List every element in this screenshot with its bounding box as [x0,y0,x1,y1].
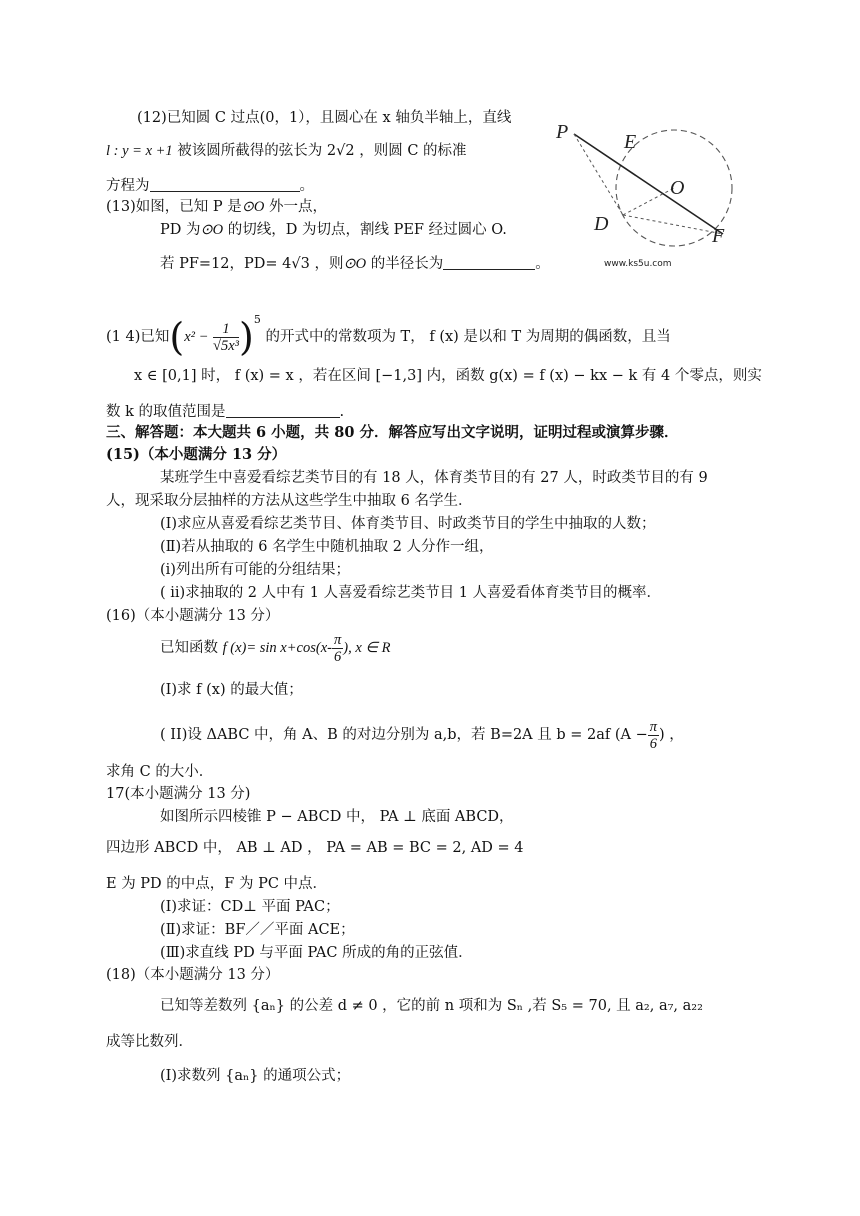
q14-answer-blank [226,403,340,418]
q16-ii-six: 6 [649,735,658,752]
tangent-pd [574,134,623,215]
q16-pi: π [333,631,342,648]
q18-part-i: (I)求数列 {aₙ} 的通项公式； [160,1068,351,1084]
radius-od [623,188,674,215]
q13-l2-c: 的切线，D 为切点，割线 PEF 经过圆心 O. [223,222,507,238]
q15-p2: 人，现采取分层抽样的方法从这些学生中抽取 6 名学生． [106,493,473,509]
q14-suffix: 的开式中的常数项为 T， f (x) 是以和 T 为周期的偶函数，且当 [260,329,671,345]
q12-line-equation: : y = x +1 [110,143,173,159]
section3-heading: 三、解答题：本大题共 6 小题，共 80 分．解答应写出文字说明，证明过程或演算步骤． [106,424,679,441]
q14-answer-prefix: 数 k 的取值范围是 [106,404,226,420]
q15-part-ii-i: (i)列出所有可能的分组结果； [160,562,350,578]
q15-p1: 某班学生中喜爱看综艺类节目的有 18 人，体育类节目的有 27 人，时政类节目的有 9 [160,470,708,486]
q17-p3: E 为 PD 的中点，F 为 PC 中点． [106,876,328,892]
circle-diagram [548,118,748,278]
q12-line2-text: 被该圆所截得的弦长为 2√2 ，则圆 C 的标准 [172,143,467,159]
q16-six: 6 [333,648,342,665]
label-d: D [594,213,609,235]
q13-line1 [106,197,327,217]
q12-line3 [106,176,314,196]
q15-title: (15)（本小题满分 13 分） [106,446,287,463]
q16-part-ii [160,715,684,755]
q18-p2: 成等比数列． [106,1034,193,1050]
q13-line2 [160,220,507,240]
q12-answer-prefix: 方程为 [106,178,150,194]
q12-line2 [106,141,467,161]
q18-p1: 已知等差数列 {aₙ} 的公差 d ≠ 0 ，它的前 n 项和为 Sₙ ,若 S₅ = 70, 且 a₂, a₇, a₂₂ [160,998,703,1014]
q17-p1: 如图所示四棱锥 P − ABCD 中， PA ⊥ 底面 ABCD， [160,809,514,825]
left-paren: ( [169,315,185,359]
q13-answer-blank [443,255,535,270]
q16-ii-a: ( II)设 ΔABC 中，角 A、B 的对边分别为 a,b，若 B=2A 且 b = 2af (A − [160,727,648,743]
q14-fraction [213,321,239,354]
q13-text-c: 外一点， [264,199,327,215]
label-f: F [712,225,725,247]
q13-text-a: (13)如图，已知 P 是 [106,199,242,215]
q17-part-ii: (Ⅱ)求证：BF／／平面 ACE； [160,922,355,938]
q17-part-i: (I)求证：CD⊥ 平面 PAC； [160,899,340,915]
q13-circle-symbol: ⊙O [241,199,265,215]
q16-ii-b: ) ， [659,727,684,743]
q16-ii-fraction [648,719,659,752]
q14-end-mark: . [339,404,345,420]
watermark-text: www.ks5u.com [604,259,672,269]
q12-line1: (12)已知圆 C 过点(0，1），且圆心在 x 轴负半轴上，直线 [137,110,512,126]
q13-l3-c: 的半径长为 [366,256,444,272]
q12-end-mark: 。 [299,178,314,194]
q13-l3-a: 若 PF=12，PD= 4√3 ，则 [160,256,344,272]
q16-fraction [332,632,343,665]
geometry-figure [548,118,748,278]
q14-line2: x ∈ [0,1] 时， f (x) = x ，若在区间 [−1,3] 内，函数 g(x) = f (x) − kx − k 有 4 个零点，则实 [134,368,762,384]
q14-x2: x² − [184,329,209,345]
q14-frac-den: √5x³ [213,337,240,354]
label-p: P [556,121,569,143]
q16-part-ii-end: 求角 C 的大小． [106,764,214,780]
q14-line1 [106,298,671,359]
q15-part-i: (I)求应从喜爱看综艺类节目、体育类节目、时政类节目的学生中抽取的人数； [160,516,656,532]
q12-line-symbol: l [106,143,111,159]
q15-part-ii-ii: ( ii)求抽取的 2 人中有 1 人喜爱看综艺类节目 1 人喜爱看体育类节目的概率． [160,585,662,601]
q16-title: (16)（本小题满分 13 分） [106,608,280,624]
q17-part-iii: (Ⅲ)求直线 PD 与平面 PAC 所成的角的正弦值． [160,945,473,961]
q16-given [160,628,391,668]
q14-frac-num: 1 [213,321,239,338]
q13-end-mark: 。 [535,256,550,272]
label-o: O [670,177,685,199]
q15-part-ii: (Ⅱ)若从抽取的 6 名学生中随机抽取 2 人分作一组， [160,539,494,555]
q16-given-a: 已知函数 [160,640,223,656]
right-paren: ) [239,315,254,359]
label-e: E [624,131,637,153]
q18-title: (18)（本小题满分 13 分） [106,967,280,983]
q14-line3 [106,402,344,422]
q17-p2: 四边形 ABCD 中， AB ⊥ AD ， PA = AB = BC = 2, AD = 4 [106,840,524,856]
q12-answer-blank [150,177,300,192]
q14-prefix: (1 4)已知 [106,329,170,345]
q13-l2-a: PD 为 [160,222,201,238]
q16-given-c: ), x ∈ R [343,640,391,656]
q13-l3-circle: ⊙O [343,256,367,272]
q13-line3 [160,254,550,274]
q14-power: 5 [253,313,261,326]
q16-given-b: f (x)= sin x+cos(x- [222,640,332,656]
q16-part-i: (I)求 f (x) 的最大值； [160,682,303,698]
q13-l2-circle: ⊙O [200,222,224,238]
q16-ii-pi: π [649,718,658,735]
q17-title: 17(本小题满分 13 分) [106,786,251,802]
